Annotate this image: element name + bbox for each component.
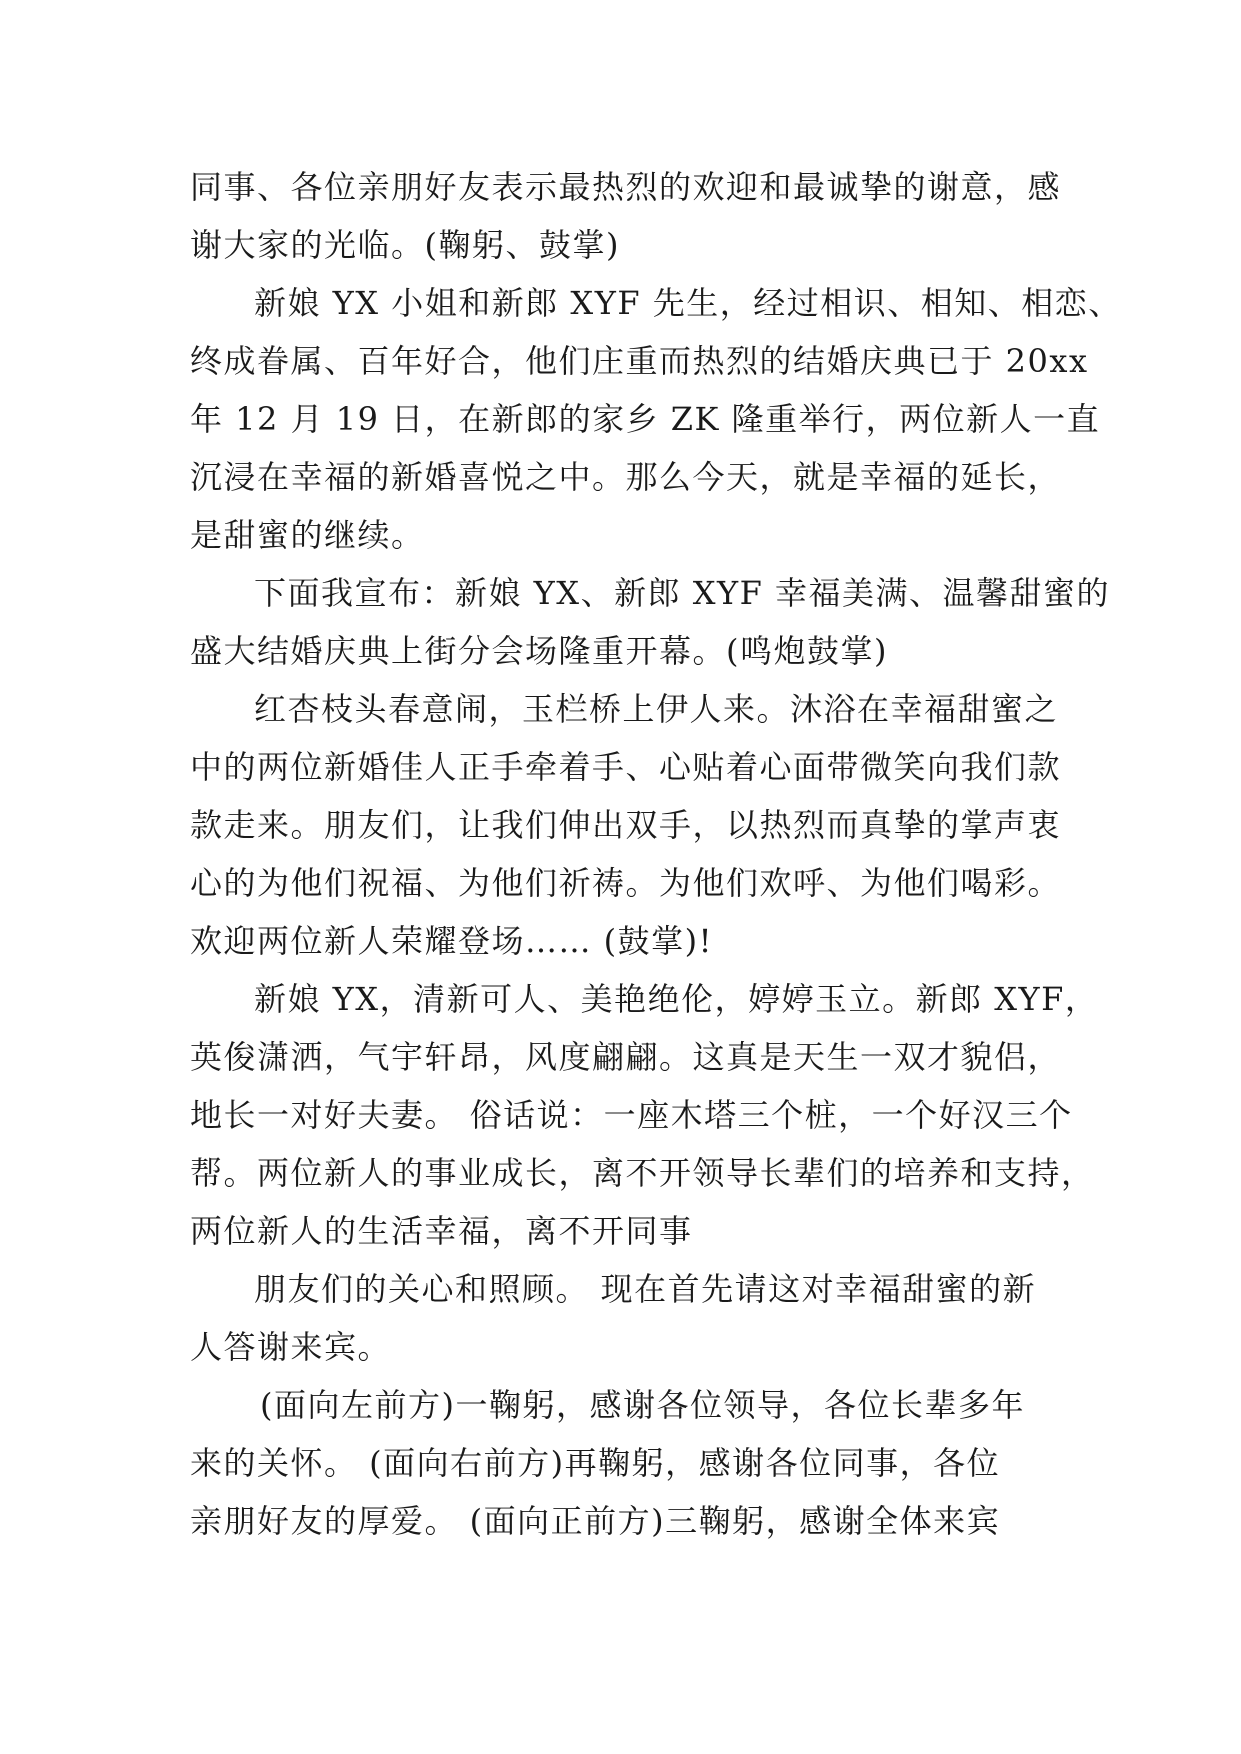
text-line: 年 12 月 19 日，在新郎的家乡 ZK 隆重举行，两位新人一直 bbox=[190, 400, 1101, 438]
text-line: 地长一对好夫妻。 俗话说：一座木塔三个桩，一个好汉三个 bbox=[190, 1096, 1073, 1134]
text-line: 是甜蜜的继续。 bbox=[190, 516, 425, 554]
text-line: 同事、各位亲朋好友表示最热烈的欢迎和最诚挚的谢意，感 bbox=[190, 168, 1062, 206]
text-line: 终成眷属、百年好合，他们庄重而热烈的结婚庆典已于 20xx bbox=[190, 342, 1089, 380]
paragraph-first-line: (面向左前方)一鞠躬，感谢各位领导，各位长辈多年 bbox=[260, 1386, 1025, 1424]
text-line: 两位新人的生活幸福，离不开同事 bbox=[190, 1212, 693, 1250]
text-line: 盛大结婚庆典上街分会场隆重开幕。(鸣炮鼓掌) bbox=[190, 632, 888, 670]
text-line: 欢迎两位新人荣耀登场…… (鼓掌)! bbox=[190, 922, 714, 960]
paragraph-first-line: 下面我宣布：新娘 YX、新郎 XYF 幸福美满、温馨甜蜜的 bbox=[254, 574, 1111, 612]
paragraph-first-line: 新娘 YX，清新可人、美艳绝伦，婷婷玉立。新郎 XYF， bbox=[254, 980, 1099, 1018]
text-line: 款走来。朋友们，让我们伸出双手，以热烈而真挚的掌声衷 bbox=[190, 806, 1062, 844]
text-line: 谢大家的光临。(鞠躬、鼓掌) bbox=[190, 226, 620, 264]
text-line: 帮。两位新人的事业成长，离不开领导长辈们的培养和支持， bbox=[190, 1154, 1095, 1192]
text-line: 沉浸在幸福的新婚喜悦之中。那么今天，就是幸福的延长， bbox=[190, 458, 1062, 496]
paragraph-first-line: 朋友们的关心和照顾。 现在首先请这对幸福甜蜜的新 bbox=[254, 1270, 1037, 1308]
text-line: 中的两位新婚佳人正手牵着手、心贴着心面带微笑向我们款 bbox=[190, 748, 1062, 786]
text-line: 人答谢来宾。 bbox=[190, 1328, 392, 1366]
paragraph-first-line: 新娘 YX 小姐和新郎 XYF 先生，经过相识、相知、相恋、 bbox=[254, 284, 1122, 322]
text-line: 亲朋好友的厚爱。 (面向正前方)三鞠躬，感谢全体来宾 bbox=[190, 1502, 1001, 1540]
text-line: 来的关怀。 (面向右前方)再鞠躬，感谢各位同事，各位 bbox=[190, 1444, 1001, 1482]
paragraph-first-line: 红杏枝头春意闹，玉栏桥上伊人来。沐浴在幸福甜蜜之 bbox=[254, 690, 1059, 728]
document-body bbox=[190, 158, 1122, 1550]
text-line: 英俊潇洒，气宇轩昂，风度翩翩。这真是天生一双才貌侣， bbox=[190, 1038, 1062, 1076]
text-line: 心的为他们祝福、为他们祈祷。为他们欢呼、为他们喝彩。 bbox=[190, 864, 1062, 902]
